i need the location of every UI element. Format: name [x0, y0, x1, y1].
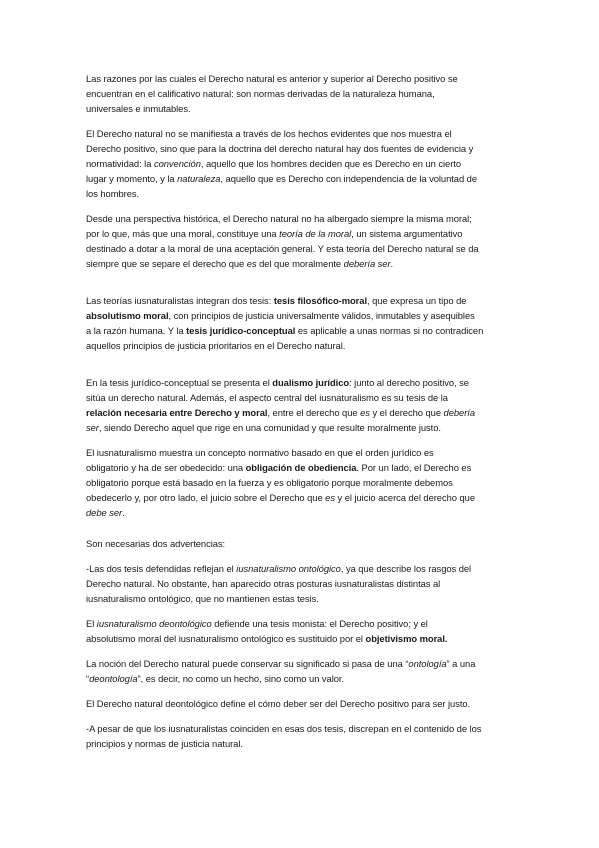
document-body — [86, 71, 518, 761]
text-run: La noción del Derecho natural puede conservar su significado si pasa de una “ — [86, 658, 409, 669]
text-run: principios y normas de justicia natural. — [86, 738, 243, 749]
text-run: , siendo Derecho aquel que rige en una comunidad y que resulte moralmente justo. — [98, 422, 441, 433]
paragraph-p4 — [86, 293, 518, 353]
italic-term: convención — [153, 158, 201, 169]
text-run: a la razón humana. Y la — [86, 325, 187, 336]
text-line — [86, 256, 518, 271]
text-run: absolutismo moral del iusnaturalismo ontológico es sustituido por el — [86, 633, 366, 644]
paragraph-p1 — [86, 71, 518, 116]
italic-term: iusnaturalismo deontológico — [96, 618, 212, 629]
text-line — [86, 591, 518, 606]
paragraph-p2 — [86, 126, 518, 201]
text-run: , que expresa un tipo de — [367, 295, 467, 306]
text-run: Son necesarias dos advertencias: — [86, 538, 226, 549]
text-run: , aquello que es Derecho con independencia de la voluntad de — [220, 173, 477, 184]
text-line — [86, 561, 518, 576]
text-run: El Derecho natural deontológico define el cómo deber ser del Derecho positivo para ser justo. — [86, 698, 471, 709]
text-line — [86, 156, 518, 171]
text-run: y el juicio acerca del derecho que — [334, 492, 475, 503]
italic-term: es — [360, 407, 370, 418]
italic-term: ser — [86, 422, 99, 433]
text-line — [86, 323, 518, 338]
text-line — [86, 505, 518, 520]
paragraph-p11 — [86, 696, 518, 711]
text-run: normatividad: la — [86, 158, 154, 169]
text-line — [86, 126, 518, 141]
paragraph-p9 — [86, 616, 518, 646]
text-line — [86, 141, 518, 156]
text-line — [86, 405, 518, 420]
text-line — [86, 71, 518, 86]
text-run: aquellos principios de justicia prioritarios en el Derecho natural. — [86, 340, 346, 351]
text-run: defiende una tesis monista: el Derecho positivo; y el — [211, 618, 428, 629]
paragraph-p6 — [86, 445, 518, 520]
text-line — [86, 536, 518, 551]
text-run: iusnaturalismo ontológico, que no mantienen estas tesis. — [86, 593, 319, 604]
paragraph-p5 — [86, 375, 518, 435]
text-run: -A pesar de que los iusnaturalistas coinciden en esas dos tesis, discrepan en el contenido de los — [86, 723, 482, 734]
text-run: universales e inmutables. — [86, 103, 191, 114]
italic-term: deontología — [89, 673, 138, 684]
text-run: lugar y momento, y la — [86, 173, 178, 184]
text-run: encuentran en el calificativo natural: son normas derivadas de la naturaleza humana, — [86, 88, 435, 99]
text-line — [86, 171, 518, 186]
text-line — [86, 390, 518, 405]
italic-term: teoría de la moral — [279, 228, 352, 239]
bold-term: tesis filosófico-moral — [273, 295, 368, 306]
text-line — [86, 445, 518, 460]
text-run: los hombres. — [86, 188, 140, 199]
paragraph-p12 — [86, 721, 518, 751]
text-run: obedecerlo y, por otro lado, el juicio sobre el Derecho que — [86, 492, 326, 503]
text-line — [86, 721, 518, 736]
text-line — [86, 241, 518, 256]
text-run: : junto al derecho positivo, se — [349, 377, 469, 388]
text-run: Derecho positivo, sino que para la doctrina del derecho natural hay dos fuentes de evidencia y — [86, 143, 474, 154]
text-run: Las razones por las cuales el Derecho natural es anterior y superior al Derecho positivo se — [86, 73, 458, 84]
paragraph-p10 — [86, 656, 518, 686]
text-run: destinado a dotar a la moral de una aceptación general. Y esta teoría del Derecho natural se da — [86, 243, 479, 254]
text-line — [86, 576, 518, 591]
text-run: El Derecho natural no se manifiesta a través de los hechos evidentes que nos muestra el — [86, 128, 452, 139]
text-line — [86, 656, 518, 671]
text-run: , aquello que los hombres deciden que es Derecho en un cierto — [200, 158, 462, 169]
text-line — [86, 420, 518, 435]
text-line — [86, 101, 518, 116]
text-line — [86, 293, 518, 308]
text-run: obligatorio y ha de ser obedecido: una — [86, 462, 246, 473]
text-line — [86, 308, 518, 323]
text-run: , un sistema argumentativo — [351, 228, 463, 239]
text-run: , ya que describe los rasgos del — [340, 563, 472, 574]
bold-term: objetivismo moral. — [365, 633, 448, 644]
italic-term: naturaleza — [177, 173, 221, 184]
text-line — [86, 490, 518, 505]
text-line — [86, 375, 518, 390]
text-run: ” a una — [446, 658, 476, 669]
text-run: del que moralmente — [256, 258, 344, 269]
text-line — [86, 475, 518, 490]
bold-term: tesis jurídico-conceptual — [186, 325, 296, 336]
italic-term: debe ser — [86, 507, 123, 518]
bold-term: relación necesaria entre Derecho y moral — [86, 407, 268, 418]
text-line — [86, 338, 518, 353]
text-line — [86, 736, 518, 751]
text-run: Desde una perspectiva histórica, el Derecho natural no ha albergado siempre la misma moral; — [86, 213, 472, 224]
text-line — [86, 186, 518, 201]
text-run: es aplicable a unas normas si no contradicen — [295, 325, 484, 336]
text-line — [86, 86, 518, 101]
text-run: “ — [86, 673, 90, 684]
text-run: Derecho natural. No obstante, han aparecido otras posturas iusnaturalistas distintas al — [86, 578, 441, 589]
italic-term: ontología — [408, 658, 447, 669]
text-line — [86, 616, 518, 631]
text-run: . Por un lado, el Derecho es — [356, 462, 472, 473]
text-line — [86, 631, 518, 646]
paragraph-p3 — [86, 211, 518, 271]
text-line — [86, 211, 518, 226]
text-run: -Las dos tesis defendidas reflejan el — [86, 563, 237, 574]
text-run: . — [390, 258, 394, 269]
italic-term: iusnaturalismo ontológico — [236, 563, 341, 574]
text-line — [86, 460, 518, 475]
text-run: El iusnaturalismo muestra un concepto normativo basado en que el orden jurídico es — [86, 447, 434, 458]
bold-term: dualismo jurídico — [272, 377, 350, 388]
text-run: obligatorio porque está basado en la fuerza y es obligatorio porque moralmente debemos — [86, 477, 453, 488]
text-line — [86, 671, 518, 686]
text-run: Las teorías iusnaturalistas integran dos tesis: — [86, 295, 274, 306]
text-run: siempre que se separe el derecho que — [86, 258, 247, 269]
text-run: y el derecho que — [369, 407, 444, 418]
italic-term: es — [246, 258, 257, 269]
italic-term: es — [325, 492, 335, 503]
text-run: ”, es decir, no como un hecho, sino como un valor. — [137, 673, 345, 684]
text-line — [86, 226, 518, 241]
bold-term: obligación de obediencia — [245, 462, 357, 473]
text-run: . — [122, 507, 125, 518]
italic-term: debería ser — [343, 258, 391, 269]
text-run: por lo que, más que una moral, constituye una — [86, 228, 280, 239]
paragraph-p8 — [86, 561, 518, 606]
text-run: , entre el derecho que — [267, 407, 361, 418]
text-run: sitúa un derecho natural. Además, el aspecto central del iusnaturalismo es su tesis de la — [86, 392, 448, 403]
text-run: , con principios de justicia universalmente válidos, inmutables y asequibles — [168, 310, 475, 321]
italic-term: debería — [443, 407, 475, 418]
text-run: El — [86, 618, 97, 629]
bold-term: absolutismo moral — [86, 310, 169, 321]
text-run: En la tesis jurídico-conceptual se presenta el — [86, 377, 273, 388]
text-line — [86, 696, 518, 711]
paragraph-p7 — [86, 536, 518, 551]
